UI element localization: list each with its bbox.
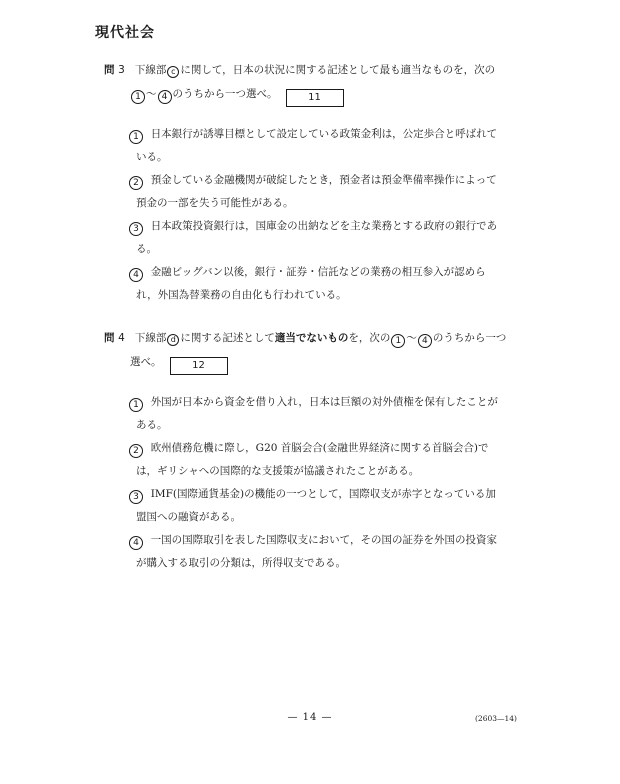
question-3-label: 問 3	[104, 64, 125, 76]
range-end-mark: 4	[158, 90, 172, 104]
question-3-stem-line-1: 問 3 下線部 c に関して，日本の状況に関する記述として最も適当なものを，次の	[104, 64, 496, 76]
range-start-mark: 1	[391, 334, 405, 348]
answer-box-11[interactable]: 11	[286, 89, 344, 107]
exam-code: (2603—14)	[475, 714, 517, 723]
question-4-options	[104, 391, 534, 575]
emphasis-not-appropriate: 適当でないもの	[274, 332, 349, 344]
option-item[interactable]: 1 外国が日本から資金を借り入れ，日本は巨額の対外債権を保有したことが ある。	[104, 391, 534, 437]
answer-box-12[interactable]: 12	[170, 357, 228, 375]
option-number-4: 4	[129, 536, 143, 550]
option-number-3: 3	[129, 222, 143, 236]
option-item[interactable]: 3 日本政策投資銀行は，国庫金の出納などを主な業務とする政府の銀行であ る。	[104, 215, 534, 261]
question-4-stem-line-1: 問 4 下線部 d に関する記述として適当でないものを，次の 1 〜 4 のうちから一つ	[104, 332, 507, 346]
question-4	[104, 326, 534, 575]
option-item[interactable]: 2 欧州債務危機に際し，G20 首脳会合(金融世界経済に関する首脳会合)で は，ギリシャへの国際的な支援策が協議されたことがある。	[104, 437, 534, 483]
question-4-label: 問 4	[104, 332, 125, 344]
option-item[interactable]: 2 預金している金融機関が破綻したとき，預金者は預金準備率操作によって 預金の一部を失う可能性がある。	[104, 169, 534, 215]
question-3	[104, 58, 534, 307]
underline-mark-c: c	[167, 66, 179, 78]
question-3-stem-line-2: 1 〜 4 のうちから一つ選べ。 11	[104, 82, 534, 107]
section-title: 現代社会	[95, 25, 155, 41]
option-number-2: 2	[129, 444, 143, 458]
option-number-3: 3	[129, 490, 143, 504]
option-item[interactable]: 4 金融ビッグバン以後，銀行・証券・信託などの業務の相互参入が認めら れ，外国為替業務の自由化も行われている。	[104, 261, 534, 307]
option-item[interactable]: 4 一国の国際取引を表した国際収支において，その国の証券を外国の投資家 が購入する取引の分類は，所得収支である。	[104, 529, 534, 575]
option-number-1: 1	[129, 398, 143, 412]
question-4-stem-line-2: 選べ。 12	[104, 350, 534, 375]
range-end-mark: 4	[418, 334, 432, 348]
page-number: — 14 —	[287, 712, 333, 723]
option-number-2: 2	[129, 176, 143, 190]
question-3-options	[104, 123, 534, 307]
option-item[interactable]: 1 日本銀行が誘導目標として設定している政策金利は，公定歩合と呼ばれて いる。	[104, 123, 534, 169]
option-number-1: 1	[129, 130, 143, 144]
option-item[interactable]: 3 IMF(国際通貨基金)の機能の一つとして，国際収支が赤字となっている加 盟国への融資がある。	[104, 483, 534, 529]
underline-mark-d: d	[167, 334, 179, 346]
option-number-4: 4	[129, 268, 143, 282]
range-start-mark: 1	[131, 90, 145, 104]
